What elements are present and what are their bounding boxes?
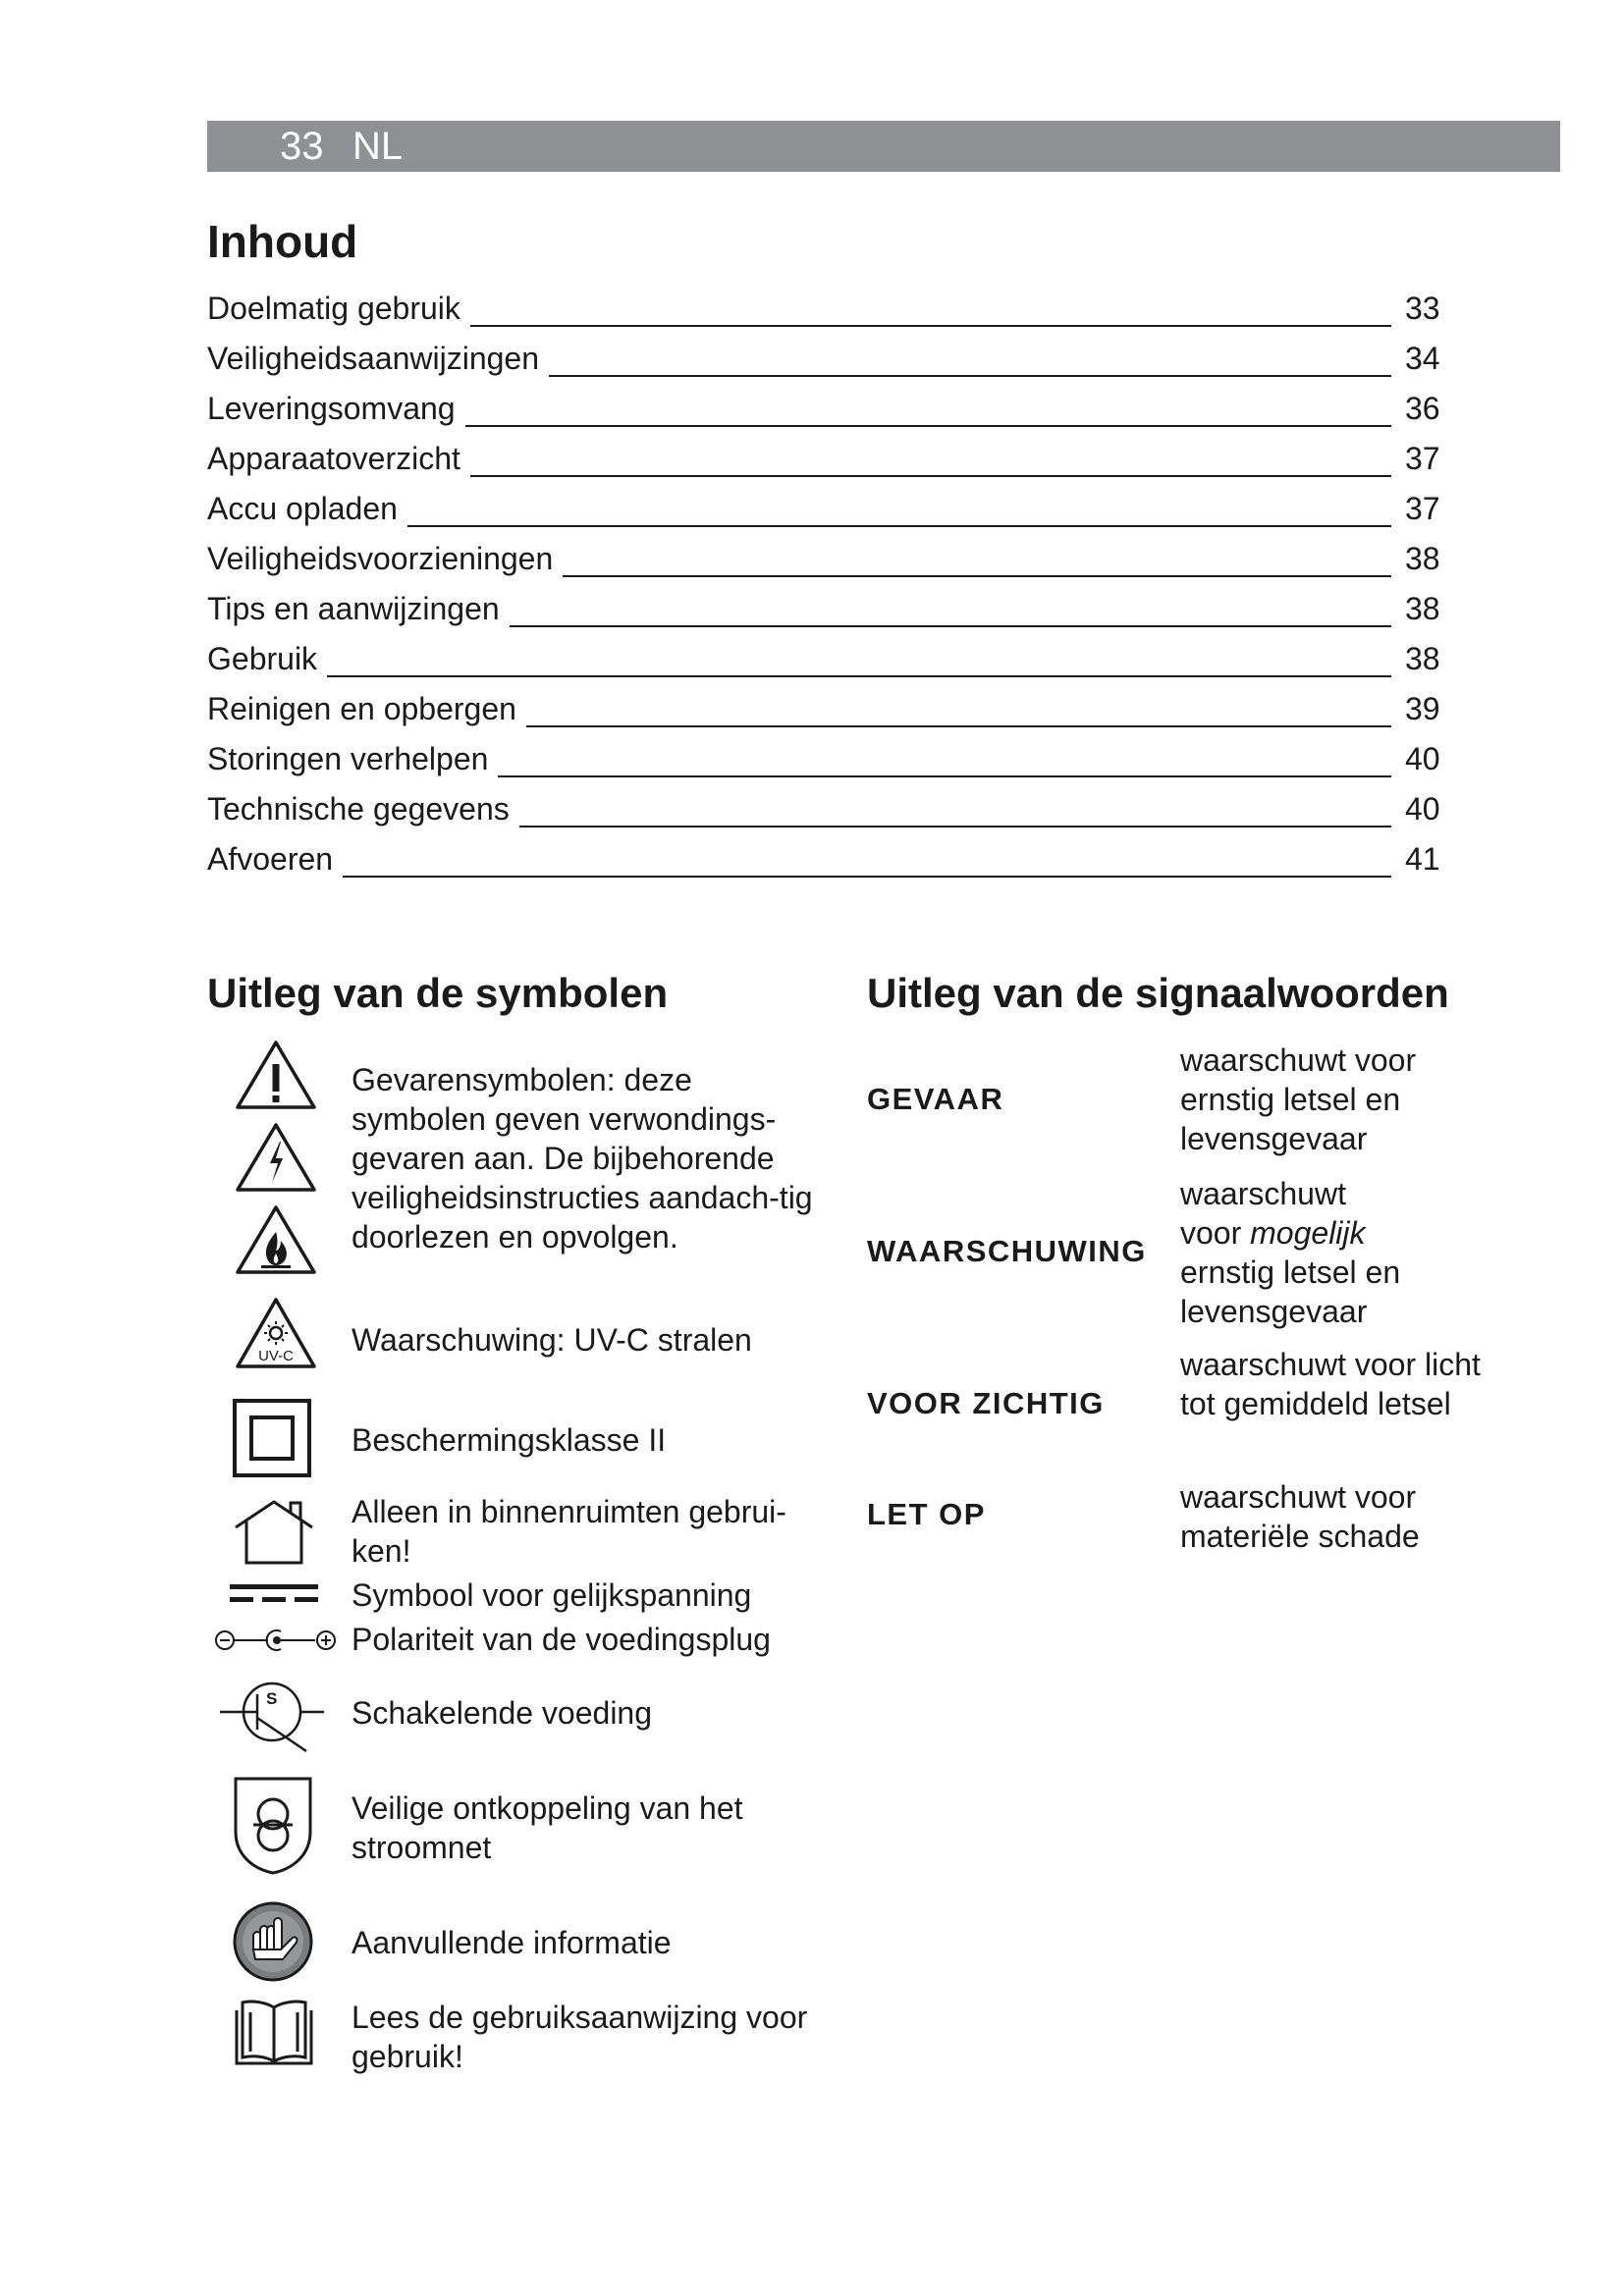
uv-c-description: Waarschuwing: UV-C stralen	[352, 1322, 752, 1358]
toc-title: Inhoud	[207, 216, 358, 267]
polarity-description: Polariteit van de voedingsplug	[352, 1622, 771, 1657]
toc-leader-line	[470, 325, 1391, 327]
toc-leader-line	[563, 575, 1391, 577]
toc-entry-page: 40	[1405, 741, 1440, 776]
toc-entry[interactable]	[207, 539, 1440, 578]
toc-leader-line	[526, 725, 1391, 727]
toc-entry-page: 40	[1405, 791, 1440, 827]
toc-entry-page: 38	[1405, 641, 1440, 676]
signal-word-let-op: LET OP	[867, 1497, 986, 1531]
toc-leader-line	[498, 775, 1391, 777]
toc-entry[interactable]	[207, 489, 1440, 528]
indoor-house-icon	[232, 1498, 316, 1567]
read-manual-description: Lees de gebruiksaanwijzing voor gebruik!	[352, 2000, 808, 2074]
toc-entry-label: Afvoeren	[207, 841, 334, 877]
switching-power-supply-icon	[216, 1673, 328, 1755]
toc-entry-page: 38	[1405, 591, 1440, 626]
toc-entry-page: 38	[1405, 541, 1440, 576]
toc-leader-line	[465, 425, 1391, 427]
toc-leader-line	[407, 525, 1391, 527]
toc-entry-page: 39	[1405, 691, 1440, 726]
indoor-use-description: Alleen in binnenruimten gebrui-ken!	[352, 1494, 786, 1569]
hazard-triangles-icon	[232, 1039, 320, 1284]
signal-desc-voor-zichtig: waarschuwt voor licht tot gemiddeld letsel	[1180, 1347, 1481, 1421]
toc-leader-line	[549, 375, 1391, 377]
toc-entry-page: 37	[1405, 441, 1440, 476]
toc-entry-label: Accu opladen	[207, 491, 398, 526]
signal-word-waarschuwing: WAARSCHUWING	[867, 1234, 1147, 1268]
toc-entry-page: 34	[1405, 341, 1440, 376]
page-header-bar	[207, 121, 1560, 172]
toc-entry[interactable]	[207, 689, 1440, 728]
safety-isolating-transformer-icon	[232, 1775, 314, 1877]
toc-entry[interactable]	[207, 439, 1440, 478]
signal-desc-prefix: waarschuwt	[1180, 1176, 1346, 1211]
symbols-section-title: Uitleg van de symbolen	[207, 970, 669, 1016]
toc-entry-label: Veiligheidsaanwijzingen	[207, 341, 540, 376]
toc-leader-line	[519, 826, 1391, 828]
protection-class-ii-icon	[232, 1398, 312, 1478]
signal-desc-suffix: ernstig letsel en levensgevaar	[1180, 1255, 1401, 1329]
signal-desc-gevaar: waarschuwt voor ernstig letsel en levensgevaar	[1180, 1042, 1417, 1156]
toc-entry[interactable]	[207, 739, 1440, 778]
toc-entry-label: Doelmatig gebruik	[207, 291, 460, 326]
signal-word-gevaar: GEVAAR	[867, 1082, 1004, 1116]
toc-entry-label: Veiligheidsvoorzieningen	[207, 541, 554, 576]
switching-supply-description: Schakelende voeding	[352, 1695, 653, 1731]
toc-entry[interactable]	[207, 789, 1440, 828]
toc-entry[interactable]	[207, 389, 1440, 428]
toc-entry-label: Gebruik	[207, 641, 318, 676]
signal-words-section-title: Uitleg van de signaalwoorden	[867, 970, 1449, 1016]
uv-c-warning-icon	[232, 1296, 320, 1374]
toc-leader-line	[343, 876, 1391, 878]
toc-leader-line	[327, 675, 1391, 677]
open-book-icon	[232, 1999, 316, 2069]
protection-class-description: Beschermingsklasse II	[352, 1422, 667, 1458]
signal-desc-waarschuwing	[1180, 1174, 1504, 1331]
switching-icon-label: S	[266, 1689, 278, 1708]
toc-entry-page: 33	[1405, 291, 1440, 326]
toc-entry-label: Tips en aanwijzingen	[207, 591, 500, 626]
language-code: NL	[352, 125, 404, 168]
signal-word-voor-zichtig: VOOR ZICHTIG	[867, 1386, 1105, 1420]
uv-c-icon-label: UV-C	[258, 1348, 294, 1364]
toc-entry[interactable]	[207, 589, 1440, 628]
toc-entry-label: Storingen verhelpen	[207, 741, 489, 776]
page-number: 33	[280, 125, 324, 168]
toc-entry-label: Technische gegevens	[207, 791, 510, 827]
toc-entry-label: Apparaatoverzicht	[207, 441, 460, 476]
additional-info-description: Aanvullende informatie	[352, 1925, 672, 1960]
polarity-icon	[212, 1626, 340, 1655]
dc-voltage-icon	[228, 1582, 320, 1606]
toc-entry[interactable]	[207, 339, 1440, 378]
toc-entry[interactable]	[207, 289, 1440, 328]
toc-entry-label: Leveringsomvang	[207, 391, 456, 426]
dc-voltage-description: Symbool voor gelijkspanning	[352, 1577, 752, 1613]
toc-entry-page: 37	[1405, 491, 1440, 526]
toc-leader-line	[510, 625, 1391, 627]
hand-info-icon	[232, 1900, 314, 1983]
toc-leader-line	[470, 475, 1391, 477]
signal-desc-prefix-tail: voor	[1180, 1215, 1251, 1251]
signal-desc-emphasis: mogelijk	[1250, 1215, 1366, 1251]
toc-entry-label: Reinigen en opbergen	[207, 691, 516, 726]
hazard-symbols-description: Gevarensymbolen: deze symbolen geven verwondings-gevaren aan. De bijbehorende veiligheidsinstructies aandach-tig doorlezen en opvolgen.	[352, 1062, 813, 1255]
toc-entry-page: 36	[1405, 391, 1440, 426]
signal-desc-let-op: waarschuwt voor materiële schade	[1180, 1479, 1420, 1554]
toc-entry[interactable]	[207, 639, 1440, 678]
toc-entry-page: 41	[1405, 841, 1440, 877]
safety-isolation-description: Veilige ontkoppeling van het stroomnet	[352, 1790, 743, 1865]
toc-entry[interactable]	[207, 839, 1440, 879]
